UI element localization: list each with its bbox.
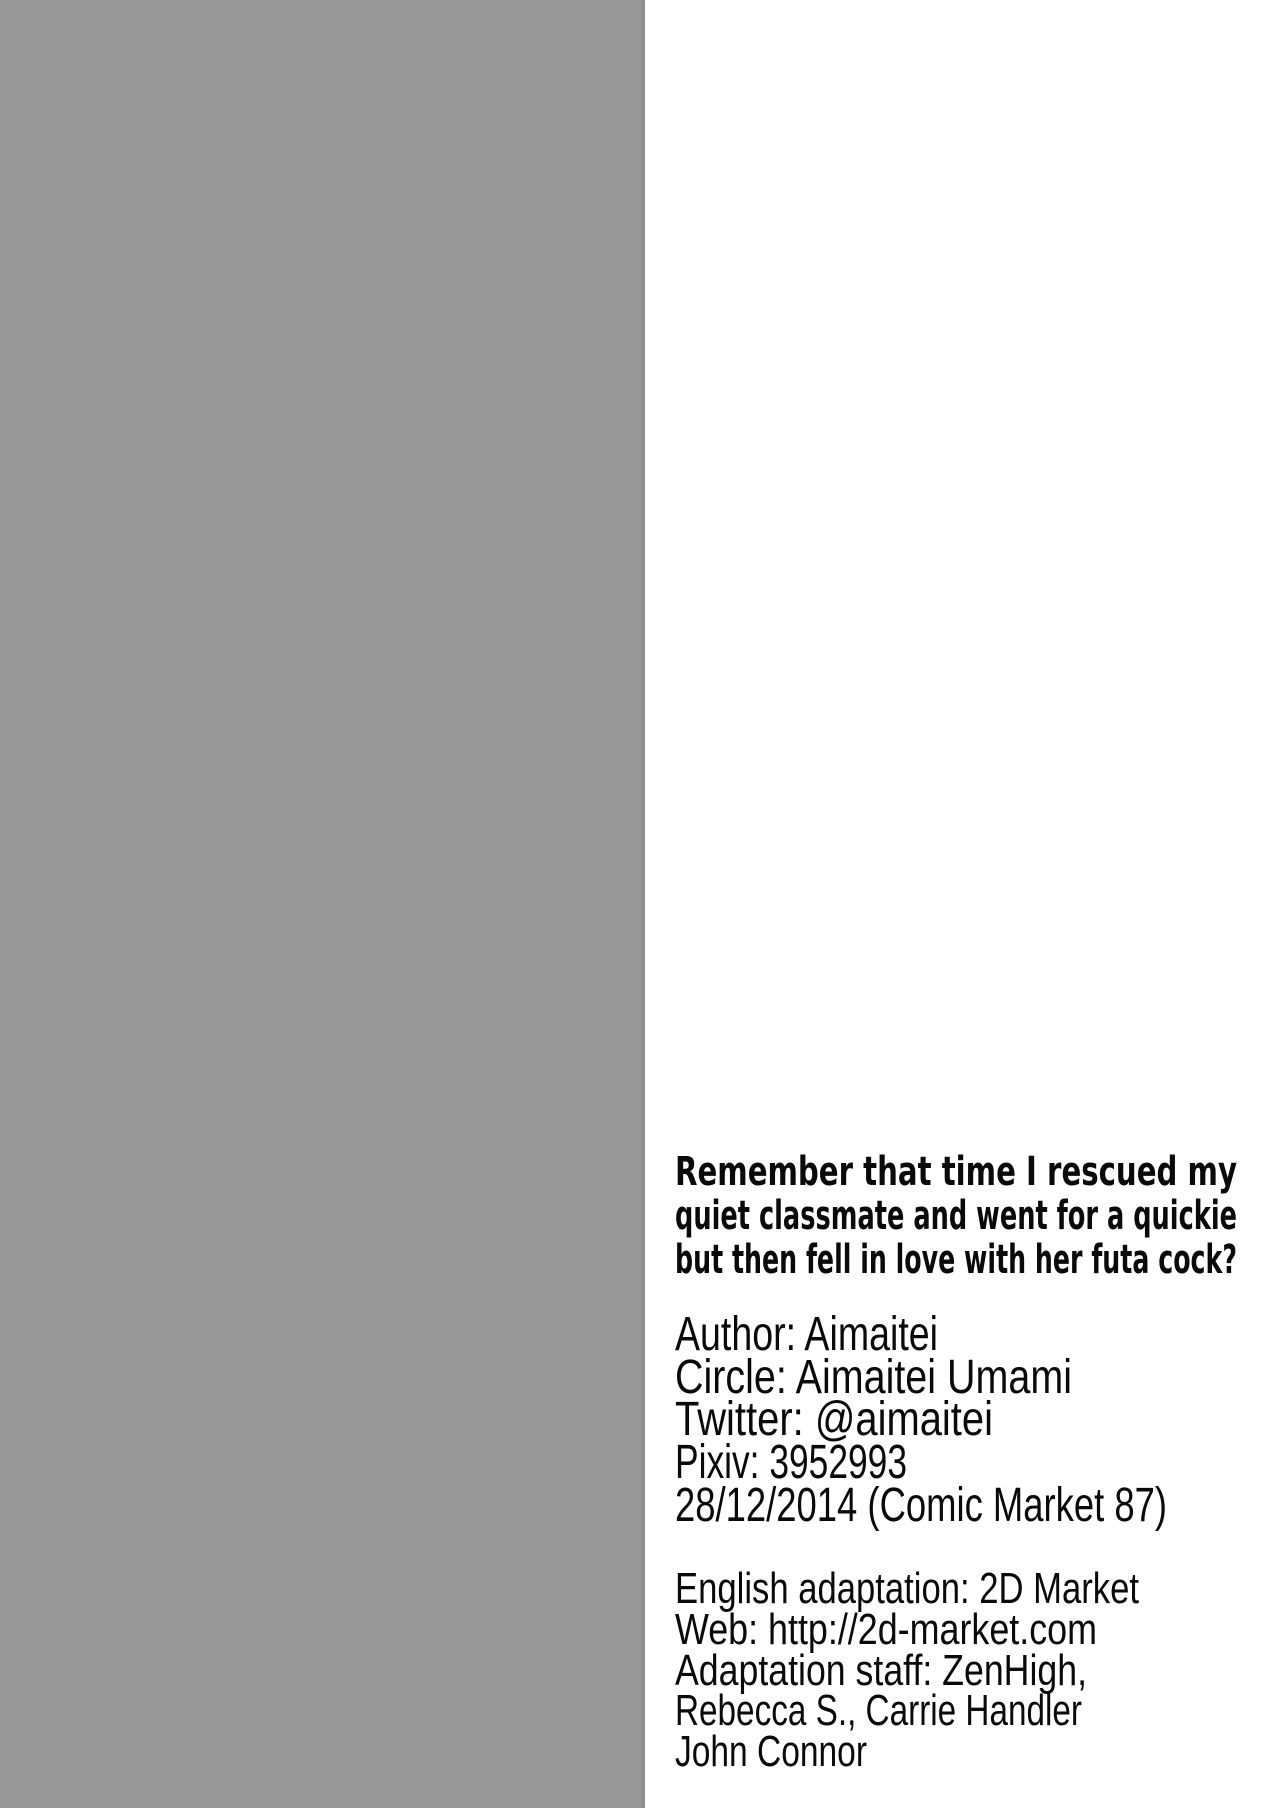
pixiv-line-text: Pixiv: 3952993 [675,1436,907,1490]
title-line-text: Remember that time I rescued my [675,1149,1237,1195]
web-line [675,1604,1255,1654]
twitter-line-text: Twitter: @aimaitei [675,1393,993,1447]
title-line-text: but then fell in love with her futa cock? [675,1237,1237,1283]
staff-line [675,1645,1255,1695]
doujin-title [675,1150,1255,1282]
adaptation-publisher-text: English adaptation: 2D Market [675,1564,1139,1613]
staff-line [675,1686,1255,1736]
title-line [675,1194,1255,1238]
title-line [675,1238,1255,1282]
adaptation-publisher-line [675,1564,1255,1613]
circle-line-text: Circle: Aimaitei Umami [675,1350,1072,1404]
web-text: Web: http://2d-market.com [675,1604,1097,1654]
author-credits [675,1308,1255,1532]
release-date-line [675,1478,1255,1532]
gray-panel-edge-line [641,0,645,1808]
staff-text: Rebecca S., Carrie Handler [675,1686,1082,1736]
staff-line [675,1727,1255,1777]
staff-text: John Connor [675,1727,867,1777]
author-line-text: Author: Aimaitei [675,1308,938,1361]
title-line [675,1150,1255,1194]
staff-text: Adaptation staff: ZenHigh, [675,1645,1087,1695]
release-date-text: 28/12/2014 (Comic Market 87) [675,1478,1167,1532]
adaptation-credits [675,1564,1255,1777]
title-line-text: quiet classmate and went for a quickie [675,1193,1237,1239]
